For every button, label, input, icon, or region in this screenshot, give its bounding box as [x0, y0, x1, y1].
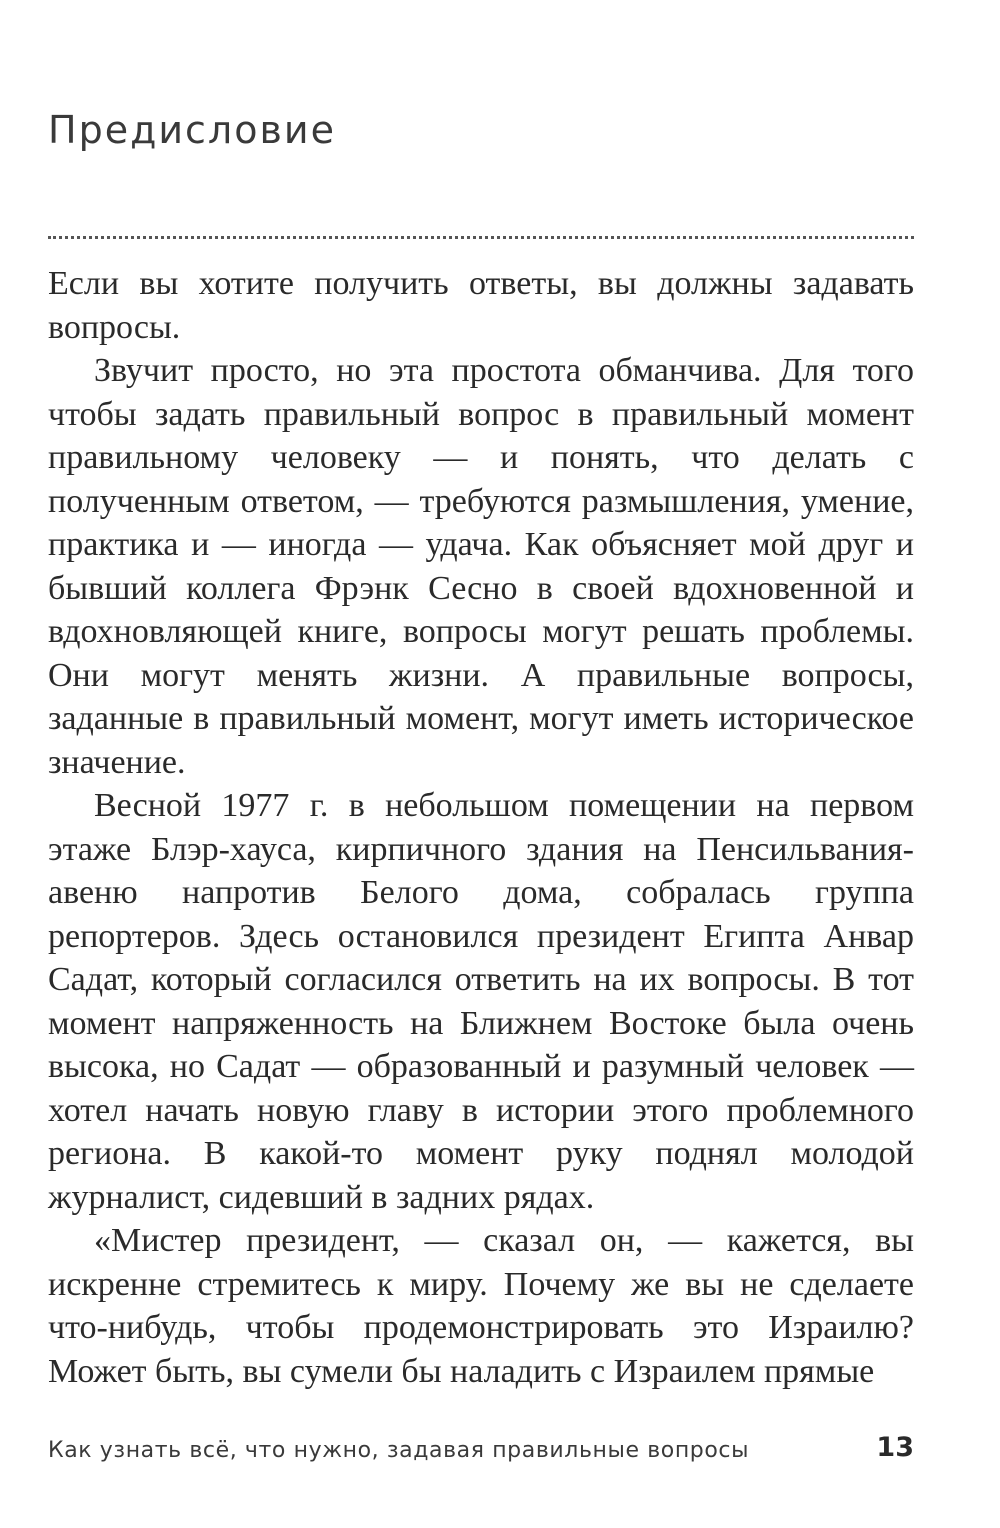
paragraph-3: Весной 1977 г. в небольшом помещении на первом этаже Блэр-хауса, кирпичного здания на Пенсильвания-авеню напротив Белого дома, собралась группа репортеров. Здесь остановился президент Египта Анвар Садат, который согласился ответить на их вопросы. В тот момент напряженность на Ближнем Востоке была очень высока, но Садат — образованный и разумный человек — хотел начать новую главу в истории этого проблемного региона. В какой-то момент руку поднял молодой журналист, сидевший в задних рядах. [48, 787, 914, 1216]
body-text [48, 262, 914, 1393]
chapter-title: Предисловие [48, 108, 336, 152]
running-title: Как узнать всё, что нужно, задавая правильные вопросы [48, 1438, 750, 1463]
page-number: 13 [876, 1432, 914, 1463]
paragraph-1: Если вы хотите получить ответы, вы должны задавать вопросы. [48, 265, 914, 346]
page-footer [48, 1428, 914, 1472]
paragraph-2: Звучит просто, но эта простота обманчива. Для того чтобы задать правильный вопрос в правильный момент правильному человеку — и понять, что делать с полученным ответом, — требуются размышления, умение, практика и — иногда — удача. Как объясняет мой друг и бывший коллега Фрэнк Сесно в своей вдохновенной и вдохновляющей книге, вопросы могут решать проблемы. Они могут менять жизни. А правильные вопросы, заданные в правильный момент, могут иметь историческое значение. [48, 352, 914, 781]
paragraph-4: «Мистер президент, — сказал он, — кажется, вы искренне стремитесь к миру. Почему же вы не сделаете что-нибудь, чтобы продемонстрировать это Израилю? Может быть, вы сумели бы наладить с Израилем прямые [48, 1222, 914, 1390]
dotted-divider [48, 236, 914, 239]
